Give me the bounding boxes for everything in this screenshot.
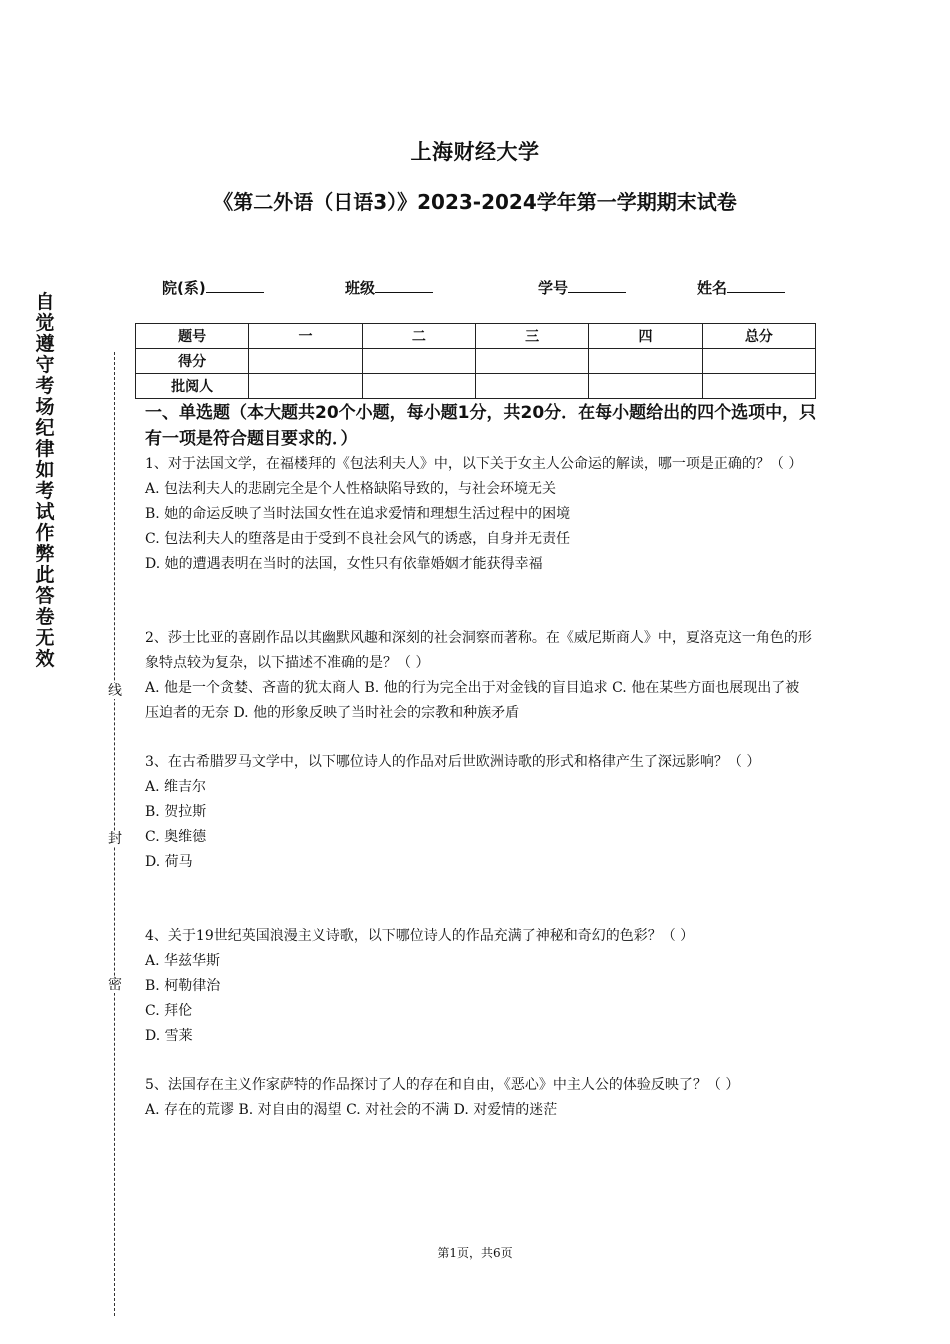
grader-cell[interactable] [589, 374, 702, 399]
grader-cell[interactable] [702, 374, 815, 399]
option-d[interactable]: D. 她的遭遇表明在当时的法国，女性只有依靠婚姻才能获得幸福 [145, 556, 543, 572]
question-5 [145, 1073, 813, 1123]
score-row-label: 得分 [136, 349, 249, 374]
option-c[interactable]: C. 拜伦 [145, 1003, 193, 1019]
option-d[interactable]: D. 荷马 [145, 854, 193, 870]
section1-heading: 一、单选题（本大题共20个小题，每小题1分，共20分．在每小题给出的四个选项中，只有一项是符合题目要求的．） [145, 403, 817, 449]
question-stem: 1、对于法国文学，在福楼拜的《包法利夫人》中，以下关于女主人公命运的解读，哪一项是正确的？（ ） [145, 456, 803, 472]
binding-mark-secret: 密 [108, 977, 122, 993]
header-cell-3: 三 [475, 324, 588, 349]
score-row [136, 349, 816, 374]
question-stem: 3、在古希腊罗马文学中，以下哪位诗人的作品对后世欧洲诗歌的形式和格律产生了深远影响？（ ） [145, 754, 761, 770]
header-cell-1: 一 [249, 324, 362, 349]
option-b[interactable]: B. 柯勒律治 [145, 978, 221, 994]
name-field[interactable] [697, 277, 785, 298]
student-id-field[interactable] [538, 277, 626, 298]
header-cell-label: 题号 [136, 324, 249, 349]
options-inline[interactable]: A. 存在的荒谬 B. 对自由的渴望 C. 对社会的不满 D. 对爱情的迷茫 [145, 1102, 558, 1118]
question-3 [145, 750, 813, 875]
score-cell[interactable] [249, 349, 362, 374]
option-b[interactable]: B. 贺拉斯 [145, 804, 207, 820]
option-c[interactable]: C. 奥维德 [145, 829, 207, 845]
options-inline[interactable]: A. 他是一个贪婪、吝啬的犹太商人 B. 他的行为完全出于对金钱的盲目追求 C. 他在某些方面也展现出了被压迫者的无奈 D. 他的形象反映了当时社会的宗教和种族矛盾 [145, 680, 800, 721]
department-blank[interactable] [206, 277, 264, 293]
option-a[interactable]: A. 华兹华斯 [145, 953, 221, 969]
score-cell[interactable] [475, 349, 588, 374]
question-2 [145, 626, 813, 726]
name-label: 姓名 [697, 279, 728, 297]
grader-cell[interactable] [249, 374, 362, 399]
score-cell[interactable] [362, 349, 475, 374]
option-b[interactable]: B. 她的命运反映了当时法国女性在追求爱情和理想生活过程中的困境 [145, 506, 571, 522]
binding-mark-seal: 封 [108, 831, 122, 847]
header-cell-2: 二 [362, 324, 475, 349]
grader-cell[interactable] [475, 374, 588, 399]
option-c[interactable]: C. 包法利夫人的堕落是由于受到不良社会风气的诱惑，自身并无责任 [145, 531, 571, 547]
binding-mark-line: 线 [108, 683, 122, 699]
option-a[interactable]: A. 包法利夫人的悲剧完全是个人性格缺陷导致的，与社会环境无关 [145, 481, 557, 497]
question-stem: 4、关于19世纪英国浪漫主义诗歌，以下哪位诗人的作品充满了神秘和奇幻的色彩？（ ） [145, 928, 695, 944]
score-table [135, 323, 816, 399]
student-id-blank[interactable] [568, 277, 626, 293]
score-cell[interactable] [589, 349, 702, 374]
header-cell-total: 总分 [702, 324, 815, 349]
university-title: 上海财经大学 [410, 140, 540, 164]
name-blank[interactable] [727, 277, 785, 293]
option-d[interactable]: D. 雪莱 [145, 1028, 193, 1044]
class-blank[interactable] [375, 277, 433, 293]
department-label: 院(系) [162, 279, 206, 297]
grader-cell[interactable] [362, 374, 475, 399]
department-field[interactable] [162, 277, 264, 298]
score-table-header-row [136, 324, 816, 349]
option-a[interactable]: A. 维吉尔 [145, 779, 207, 795]
student-id-label: 学号 [538, 279, 569, 297]
question-stem: 2、莎士比亚的喜剧作品以其幽默风趣和深刻的社会洞察而著称。在《威尼斯商人》中，夏洛克这一角色的形象特点较为复杂，以下描述不准确的是？（ ） [145, 630, 812, 671]
grader-row-label: 批阅人 [136, 374, 249, 399]
question-1 [145, 452, 813, 577]
class-label: 班级 [345, 279, 376, 297]
grader-row [136, 374, 816, 399]
page-number: 第1页，共6页 [437, 1246, 513, 1260]
exam-discipline-notice: 自觉遵守考场纪律如考试作弊此答卷无效 [35, 291, 55, 670]
score-cell[interactable] [702, 349, 815, 374]
class-field[interactable] [345, 277, 433, 298]
question-stem: 5、法国存在主义作家萨特的作品探讨了人的存在和自由，《恶心》中主人公的体验反映了？（ ） [145, 1077, 740, 1093]
question-4 [145, 924, 813, 1049]
exam-title: 《第二外语（日语3）》2023-2024学年第一学期期末试卷 [213, 190, 737, 214]
header-cell-4: 四 [589, 324, 702, 349]
